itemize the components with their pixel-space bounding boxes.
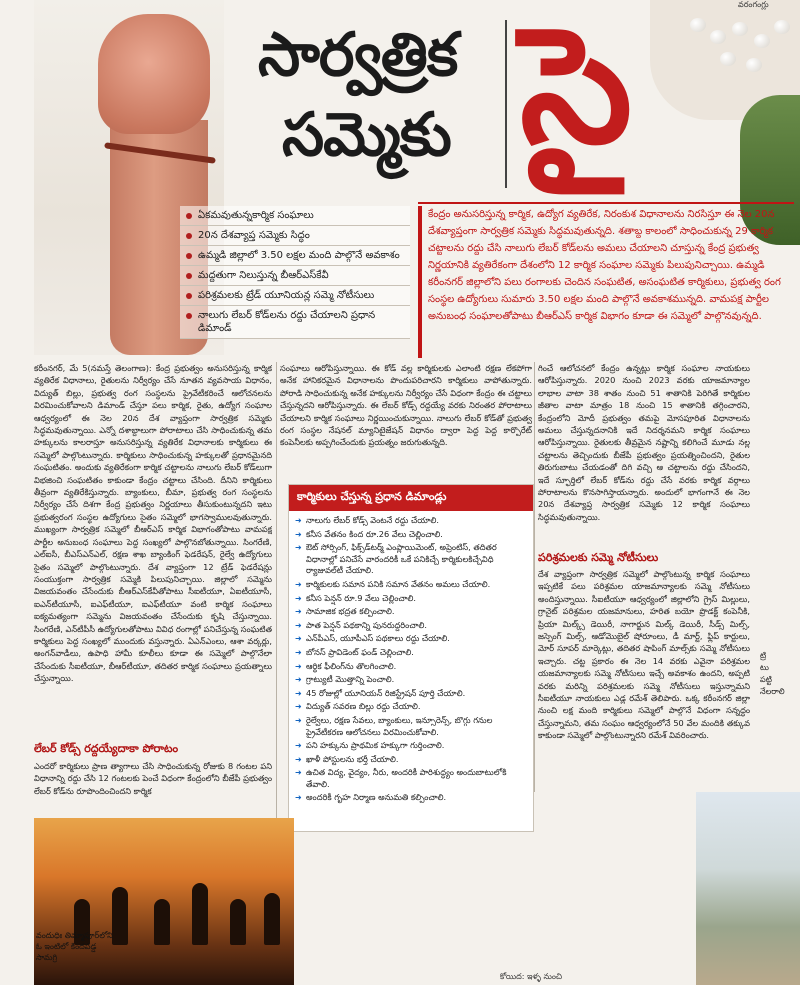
demand-item: ➜ పని హక్కును ప్రాథమిక హక్కుగా గుర్తించాలి. xyxy=(295,739,527,753)
demand-item: ➜ నాలుగు లేబర్ కోడ్స్ వెంటనే రద్దు చేయాలి. xyxy=(295,514,527,528)
demand-item: ➜ కనీస వేతనం కింద రూ.26 వేలు చెల్లించాలి. xyxy=(295,528,527,542)
demand-item: ➜ రైల్వేలు, రక్షణ సేవలు, బ్యాంకులు, ఇన్సూరెన్స్, బొగ్గు గనుల ప్రైవేటీకరణ ఆలోచనలు విరమించుకోవాలి. xyxy=(295,714,527,739)
article-column-1-continued: ఎందరో కార్మికులు ప్రాణ త్యాగాలు చేసి సాధించుకున్న రోజుకు 8 గంటల పని విధానాన్ని రద్దు చేసి 12 గంటలకు పెంచే విధంగా కేంద్రంలోని బీజేపీ ప్రభుత్వం లేబర్ కోడ్‌ను రూపొందించిందని కార్మిక xyxy=(34,761,272,796)
headline-line-2: సమ్మెకు xyxy=(282,100,451,170)
demand-item: ➜ కనీస పెన్షన్ రూ.9 వేలు చెల్లించాలి. xyxy=(295,592,527,606)
demand-item: ➜ 45 రోజుల్లో యూనియన్ రిజిస్ట్రేషన్ పూర్తి చేయాలి. xyxy=(295,687,527,701)
subheading-strike-notices: పరిశ్రమలకు సమ్మె నోటీసులు xyxy=(538,551,659,564)
subheading-labour-codes: లేబర్ కోడ్స్ రద్దయ్యేదాకా పోరాటం xyxy=(34,742,179,755)
top-right-caption: వరంగంగ్లు xyxy=(738,0,769,9)
demand-item: ➜ బోనస్ ప్రావిడెంట్ ఫండ్ చెల్లించాలి. xyxy=(295,646,527,660)
highlight-item: పరిశ్రమలకు ట్రేడ్ యూనియన్ల సమ్మె నోటీసులు xyxy=(180,286,410,306)
fist-shape xyxy=(98,14,210,134)
demand-item: ➜ ఉచిత విద్య, వైద్యం, నీరు, అందరికీ పారిశుద్ధ్యం అందుబాటులోకి తేవాలి. xyxy=(295,766,527,791)
headline-line-1: సార్వత్రిక xyxy=(258,20,458,90)
demand-item: ➜ సామాజిక భద్రత కల్పించాలి. xyxy=(295,605,527,619)
headline-big-word: సై xyxy=(520,0,633,179)
photo-credit: కోయిద: ఇళ్ళ నుంచి xyxy=(500,972,563,981)
demand-item: ➜ పాత పెన్షన్ పథకాన్ని పునరుద్దరించాలి. xyxy=(295,619,527,633)
highlight-item: 20న దేశవ్యాప్త సమ్మెకు సిద్ధం xyxy=(180,226,410,246)
adjacent-article-snippet: ట్రి టు పట్టి నేలరాలి xyxy=(760,651,785,696)
highlight-item: ఏకమవుతున్నకార్మిక సంఘాలు xyxy=(180,206,410,226)
demand-item: ➜ అందరికీ గృహ నిర్మాణ అనుమతి కల్పించాలి. xyxy=(295,791,527,805)
article-column-3-continued: దేశ వ్యాప్తంగా సార్వత్రిక సమ్మెలో పాల్గొంటున్న కార్మిక సంఘాలు ఇప్పటికే పలు పరిశ్రమల యాజమాన్యాలకు సమ్మె నోటీసులు అందిస్తున్నాయి. సీఐటీయూ ఆధ్వర్యంలో జిల్లాలోని గ్రైస్ మిల్లులు, గ్రానైట్ పరిశ్రమల యజమానులు, హరిత బయో ప్రొడక్ట్ కంపెనీకి, ప్రియా మిల్క్స్ డెయిరీ, నాగార్జున మిల్క్ డెయిరీ, సీడ్స్ మిల్స్, జస్పెంగ్ మిల్స్, ఆడోమొబైల్ షోరూంలు, డీ మార్ట్, ఫ్లిప్ కార్టులు, మోర్ సూపర్ మార్కెట్లు, తదితర షాపింగ్ మాల్స్‌కు సమ్మె నోటీసులు ఇచ్చారు. చట్ట ప్రకారం ఈ నెల 14 వరకు ఎవైనా పరిశ్రమల యజమాన్యాలకు సమ్మె నోటీసులు ఇచ్చే అవకాశం ఉందని, అప్పటి వరకు మరిన్ని పరిశ్రమలకు సమ్మె నోటీసులు ఇస్తున్నామని సీఐటీయూ నాయకులు ఎడ్ల రమేశ్ తెలిపారు. ఒక్క కరీంనగర్ జిల్లా నుంచి లక్ష మంది కార్మికులు సమ్మెలో పాల్గొనే విధంగా సన్నద్ధం చేస్తున్నామని, తమ సంఘం ఆధ్వర్యంలోనే 50 వేల మందికి తక్కువ కాకుండా సమ్మెలో పాల్గొంటున్నారని రమేశ్ వివరించారు. xyxy=(538,569,750,741)
column-divider xyxy=(276,362,277,818)
demand-item: ➜ ఎన్‌పీఎస్, యూపీఎస్ పథకాలు రద్దు చేయాలి. xyxy=(295,632,527,646)
demand-item: ➜ ఖాళీ పోస్టులను భర్తీ చేయాలి. xyxy=(295,753,527,767)
demands-title: కార్మికులు చేస్తున్న ప్రధాన డిమాండ్లు xyxy=(289,485,533,511)
article-column-2: సంఘాలు ఆరోపిస్తున్నాయి. ఈ కోడ్ వల్ల కార్మికులకు ఎలాంటి రక్షణ లేకపోగా అనేక హానికరమైన విధానాలను పొందుపరిచారని కార్మికులు వాపోతున్నారు. పోరాడి సాధించుకున్న అనేక హక్కులను నిర్వీర్యం చేసే విధంగా కేంద్రం ఈ చట్టాలు చేస్తున్నదని ఆరోపిస్తున్నారు. ఈ లేబర్ కోడ్స్ రద్దయ్యే వరకు నిరంతర పోరాటాలు చేయాలని కార్మిక సంఘాలు నిర్ణయించుకున్నాయి. నాలుగు లేబర్ కోడ్‌తో ప్రభుత్వ రంగ సంస్థల నేషనల్ మ్యానిటైజేషన్ విధానం ద్వారా పెద్ద పెద్ద కార్పొరేట్ కంపెనీలకు అప్పగించేందుకు ప్రయత్నం జరుగుతున్నది. xyxy=(280,363,532,448)
highlight-item: మద్దతుగా నిలుస్తున్న బీఆర్‌ఎస్‌కేవీ xyxy=(180,266,410,286)
column-divider xyxy=(534,362,535,792)
demand-item: ➜ కార్మికులకు సమాన పనికి సమాన వేతనం అమలు చేయాలి. xyxy=(295,578,527,592)
demand-item: ➜ గ్రాట్యుటీ మొత్తాన్ని పెంచాలి. xyxy=(295,673,527,687)
highlights-list xyxy=(180,206,410,339)
demands-box xyxy=(288,484,534,832)
intro-paragraph: కేంద్రం అనుసరిస్తున్న కార్మిక, ఉద్యోగ వ్యతిరేక, నిరంకుశ విధానాలను నిరసిస్తూ ఈ నెల 20న దేశవ్యాప్తంగా సార్వత్రిక సమ్మెకు సిద్ధమవుతున్నది. శతాబ్ద కాలంలో సాధించుకున్న 29 కార్మిక చట్టాలను రద్దు చేసి నాలుగు లేబర్ కోడ్‌లను అమలు చేయాలని చూస్తున్న కేంద్ర ప్రభుత్వ నిర్ణయానికి వ్యతిరేకంగా దేశంలోని 12 కార్మిక సంఘాల సమ్మెకు పిలుపునిచ్చాయి. ఉమ్మడి కరీంనగర్ జిల్లాలోని పలు రంగాలకు చెందిన సంఘటిత, అసంఘటిత కార్మికులు, ప్రభుత్వ రంగ సంస్థల ఉద్యోగులు సుమారు 3.50 లక్షల మంది పాల్గొనే అవకాశమున్నది. వామపక్ష పార్టీల అనుబంధ సంఘాలతోపాటు బీఆర్‌ఎస్ కార్మిక విభాగం కూడా ఈ సమ్మెలో పాల్గొనవున్నది. xyxy=(418,206,798,358)
demands-list xyxy=(289,511,533,805)
article-column-3: గించే ఆలోచనలో కేంద్రం ఉన్నట్లు కార్మిక సంఘాల నాయకులు ఆరోపిస్తున్నారు. 2020 నుంచి 2023 వరకు యాజమాన్యాల లాభాల వాటా 38 శాతం నుంచి 51 శాతానికి పెరిగితే కార్మికుల జీతాల వాటా మాత్రం 18 నుంచి 15 శాతానికి తగ్గించారని, కేంద్రంలోని మోదీ ప్రభుత్వం తమపై మోసపూరిత విధానాలను అమలు చేస్తున్నదనానికి ఇదే నిదర్శనమని కార్మిక సంఘాలు ఆరోపిస్తున్నాయి. రైతులకు తీవ్రమైన నష్టాన్ని కలిగించే మూడు నల్ల చట్టాలను తెచ్చిందుకు బీజేపీ ప్రభుత్వం ప్రయత్నించిందని, రైతుల తిరుగుబాటు చేయడంతో దిగి వచ్చి ఆ చట్టాలను రద్దు చేసిందని, ఇదే స్ఫూర్తిలో లేబర్ కోడ్‌ను రద్దు చేసే వరకు కార్మిక వర్గాలు పోరాటాలను కొనసాగిస్తాయన్నారు. అందులో భాగంగానే ఈ నెల 20న దేశవ్యాప్త సార్వత్రిక సమ్మెకు 12 కార్మిక సంఘాలు సిద్ధమవుతున్నాయి. xyxy=(538,363,750,522)
article-column-1: కరీంనగర్, మే 5(నమస్తే తెలంగాణ): కేంద్ర ప్రభుత్వం అనుసరిస్తున్న కార్మిక వ్యతిరేక విధానాలు, రైతులను నిర్వీర్యం చేసే నూతన వ్యవసాయ విధానం, విద్యుత్ బిల్లు, ప్రభుత్వ రంగ సంస్థలను ప్రైవేటీకరించే ఆలోచనలను విరమించుకోవాలని డిమాండ్ చేస్తూ పలు కార్మిక, రైతు, ఉద్యోగ సంఘాల ఆధ్వర్యంలో ఈ నెల 20న దేశ వ్యాప్తంగా సార్వత్రిక సమ్మెకు సిద్ధమవుతున్నాయి. ఎన్నో దశాబ్దాలుగా పోరాటాలు చేసి సాధించుకున్న తమ హక్కులను కాలరాస్తూ అనుసరిస్తున్న వ్యతిరేక విధానాలకు కార్మికులు ఈ సమ్మెలో పాల్గొంటున్నారు. కార్మికులు సాధించుకున్న హక్కులతో ప్రధానమైనది సంఘటితం. అందుకు వ్యతిరేకంగా కార్మిక చట్టాలను నాలుగు లేబర్ కోడ్‌లుగా విభజించి సంఘటితం కాకుండా కేంద్రం చట్టాలు చేసింది. దీనిని కార్మికులు తీవ్రంగా వ్యతిరేకిస్తున్నారు. బ్యాంకులు, బీమా, ప్రభుత్వ రంగ సంస్థలను నిర్వీర్యం చేసే దిశగా కేంద్ర ప్రభుత్వం నిర్ణయాలు తీసుకుంటున్నదని ఇటు ప్రభుత్వరంగ సంస్థల ఉద్యోగులు సైతం సమ్మెలో భాగస్వాములవుతున్నారు. ముఖ్యంగా సార్వత్రిక సమ్మెలో బీఆర్‌ఎస్ కార్మిక విభాగంతోపాటు వామపక్ష పార్టీల అనుబంధ సంఘాలు పెద్ద సంఖ్యలో పాల్గొనబోతున్నాయి. సింగరేణి, ఎల్ఐసీ, బీఎస్ఎన్ఎల్, రక్షణ శాఖ బ్యాంకింగ్ ఫెడరేషన్, రైల్వే ఉద్యోగులు సైతం సమ్మెలో పాల్గొంటున్నారు. దేశ వ్యాప్తంగా 12 ట్రేడ్ ఫెడరేషన్లు సంయుక్తంగా సార్వత్రిక సమ్మెకి పిలుపునిచ్చాయి. జిల్లాలో సమ్మెను విజయవంతం చేసేందుకు బీఆర్‌ఎస్‌కేవీతోపాటు సీఐటీయూ, ఏఐటీయూసీ, ఐఎన్‌టీయూసీ, ఐఎఫ్‌టీయూ, ఐఎఫ్‌టీయూ వంటి కార్మిక సంఘాలు ఐక్యమత్యంగా సమ్మెను విజయవంతం చేసేందుకు కృషి చేస్తున్నాయి. సింగరేణి, ఎన్‌టీపీసీ ఉద్యోగులతోపాటు వివిధ రంగాల్లో పనిచేస్తున్న సంఘటిత కార్మికులు పెద్ద సంఖ్యలో ముందుకు వస్తున్నారు. ఏఎన్ఎంలు, ఆశా వర్కర్లు, అంగన్‌వాడీలు, ఉపాధి హామీ కూలీలు కూడా ఈ సమ్మెలో పాల్గొనేలా చేసేందుకు సీఐటీయూ, బీఆర్‌టీయూ, తదితర కార్మిక సంఘాలు ప్రయత్నాలు చేస్తున్నాయి. xyxy=(34,363,272,684)
street-photo xyxy=(696,792,800,985)
demand-item: ➜ ఆర్థిక ఫీలింగ్‌ను తొలగించాలి. xyxy=(295,660,527,674)
highlight-item: నాలుగు లేబర్ కోడ్‌లను రద్దు చేయాలని ప్రధాన డిమాండ్ xyxy=(180,306,410,339)
demand-item: ➜ ఔట్ సోర్సింగ్, ఫిక్స్‌డ్‌టర్మ్ ఎంప్లాయిమెంట్, అప్రెంటిస్, తదితర విధానాల్లో పనిచేసే వారందరికీ ఒకే పనికిచ్చే కార్మికులకిచ్చేవిధి ర్యాజువల్‌టీ చేయాలి. xyxy=(295,541,527,578)
photo-caption: వందుధిః తిమ్మాపూర్‌లోని ఓ ఇంటిలో కిందపడ్డ సామగ్రి xyxy=(36,931,113,962)
intro-rule xyxy=(418,202,794,204)
headline-divider xyxy=(505,20,507,188)
demand-item: ➜ విద్యుత్ సవరణ బిల్లు రద్దు చేయాలి. xyxy=(295,700,527,714)
highlight-item: ఉమ్మడి జిల్లాలో 3.50 లక్షల మంది పాల్గొనే అవకాశం xyxy=(180,246,410,266)
